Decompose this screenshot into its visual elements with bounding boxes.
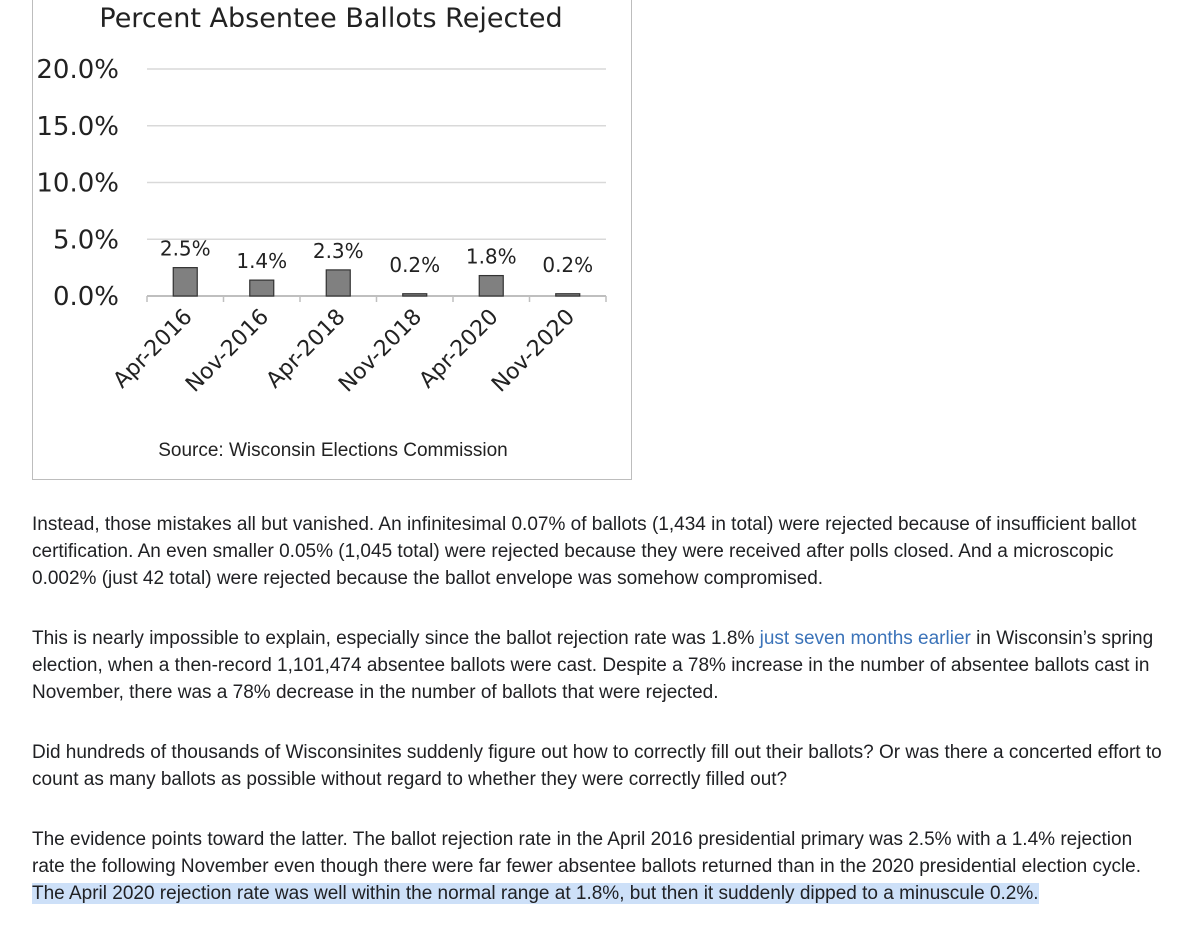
x-tick-label: Nov-2016 — [181, 304, 274, 398]
paragraph-2-text-end: in Wisconsin’s spring election, when a then-record 1,101,474 absentee ballots were cast. Despite a 78% increase in the number of absentee ballots cast in November, there was a 78% decrease in the number of ballots that were rejected. — [32, 628, 1154, 703]
x-tick-label: Nov-2018 — [334, 304, 427, 398]
x-tick-label: Nov-2020 — [487, 304, 580, 398]
chart-source: Source: Wisconsin Elections Commission — [158, 440, 508, 461]
x-tick-label: Apr-2020 — [414, 304, 504, 394]
bar — [556, 294, 580, 296]
bar — [250, 280, 274, 296]
paragraph-3: Did hundreds of thousands of Wisconsinites suddenly figure out how to correctly fill out their ballots? Or was there a concerted effort to count as many ballots as possible without regard to whether they were correctly filled out? — [32, 742, 1162, 790]
data-label: 2.5% — [159, 236, 211, 261]
data-label: 1.8% — [465, 244, 517, 269]
y-tick-label: 15.0% — [36, 111, 119, 142]
data-label: 2.3% — [312, 238, 364, 263]
bar-chart — [33, 0, 633, 481]
data-label: 1.4% — [236, 249, 288, 274]
chart-container — [32, 0, 632, 480]
paragraph-4-text: The evidence points toward the latter. The ballot rejection rate in the April 2016 presidential primary was 2.5% with a 1.4% rejection rate the following November even though there were far fewer absentee ballots returned than in the 2020 presidential election cycle. — [32, 829, 1142, 877]
y-tick-label: 20.0% — [36, 55, 119, 85]
data-label: 0.2% — [389, 253, 441, 277]
bar — [479, 276, 503, 296]
x-tick-label: Apr-2016 — [108, 304, 198, 394]
x-tick-label: Apr-2018 — [261, 304, 351, 394]
bar — [173, 268, 197, 296]
data-label: 0.2% — [542, 253, 594, 277]
just-seven-months-link[interactable]: just seven months earlier — [759, 628, 971, 649]
chart-title: Percent Absentee Ballots Rejected — [99, 3, 563, 34]
bar — [326, 270, 350, 296]
highlighted-selection[interactable]: The April 2020 rejection rate was well within the normal range at 1.8%, but then it suddenly dipped to a minuscule 0.2%. — [32, 883, 1039, 904]
paragraph-1: Instead, those mistakes all but vanished. An infinitesimal 0.07% of ballots (1,434 in total) were rejected because of insufficient ballot certification. An even smaller 0.05% (1,045 total) were rejected because they were received after polls closed. And a microscopic 0.002% (just 42 total) were rejected because the ballot envelope was somehow compromised. — [32, 514, 1137, 589]
y-tick-label: 5.0% — [52, 225, 119, 256]
y-tick-label: 10.0% — [36, 168, 119, 199]
y-tick-label: 0.0% — [52, 282, 119, 312]
paragraph-4 — [32, 826, 1162, 907]
bar — [403, 294, 427, 296]
paragraph-2-text-start: This is nearly impossible to explain, especially since the ballot rejection rate was 1.8% — [32, 628, 760, 649]
paragraph-2 — [32, 625, 1162, 706]
